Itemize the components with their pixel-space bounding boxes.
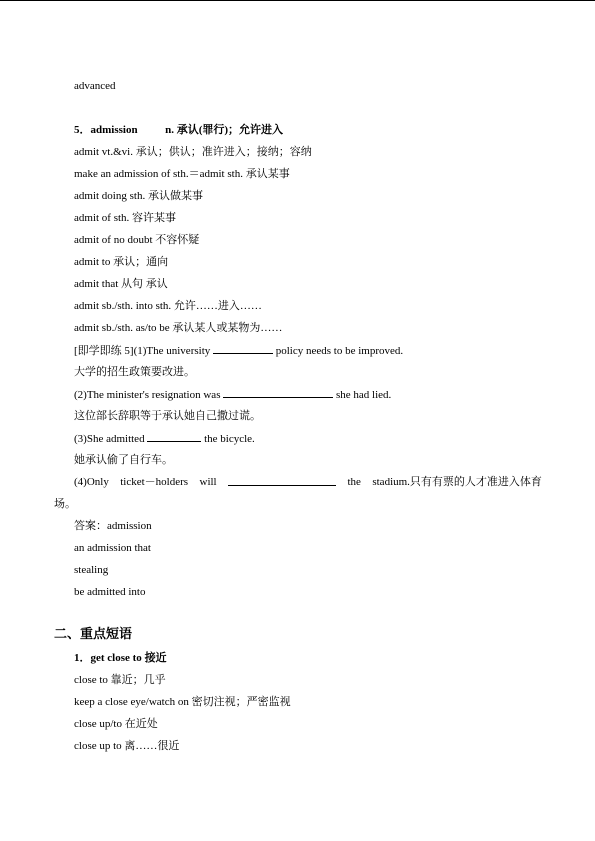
exercise-1 (74, 343, 403, 358)
exercise-text: the (347, 476, 361, 488)
section-heading: 二、重点短语 (54, 626, 133, 641)
answer-line: an admission that (74, 542, 151, 554)
exercise-3 (74, 431, 255, 446)
exercise-text: [即学即练 5](1)The university (74, 345, 213, 357)
answer-blank (228, 475, 336, 486)
vocab-definition: n. 承认(罪行)；允许进入 (165, 124, 284, 136)
answer-line: be admitted into (74, 586, 146, 598)
text-line: admit sb./sth. into sth. 允许……进入…… (74, 300, 262, 312)
top-border (0, 0, 595, 1)
text-line: advanced (74, 80, 116, 92)
text-line: admit to 承认；通向 (74, 256, 169, 268)
text-line: make an admission of sth.＝admit sth. 承认某事 (74, 168, 290, 180)
phrase-word: 1．get close to (74, 652, 142, 664)
exercise-text: (4)Only (74, 476, 109, 488)
text-line: keep a close eye/watch on 密切注视；严密监视 (74, 696, 291, 708)
answer-label: 答案：admission (74, 520, 152, 532)
text-line: admit of sth. 容许某事 (74, 212, 177, 224)
exercise-text: (2)The minister's resignation was (74, 389, 224, 401)
answer-line: stealing (74, 564, 109, 576)
text-line: 她承认偷了自行车。 (74, 454, 173, 466)
text-line: 大学的招生政策要改进。 (74, 366, 195, 378)
exercise-4 (74, 475, 542, 489)
text-line: 场。 (54, 498, 76, 510)
text-line: admit vt.&vi. 承认；供认；准许进入；接纳；容纳 (74, 146, 312, 158)
phrase-heading (74, 651, 167, 665)
phrase-definition: 接近 (144, 652, 167, 664)
text-line: 这位部长辞职等于承认她自己撒过谎。 (74, 410, 261, 422)
answer-blank (147, 431, 201, 442)
text-line: admit of no doubt 不容怀疑 (74, 234, 200, 246)
exercise-text: (3)She admitted (74, 433, 148, 445)
exercise-text: stadium.只有有票的人才准进入体育 (372, 476, 542, 488)
exercise-2 (74, 387, 391, 402)
text-line: close to 靠近；几乎 (74, 674, 166, 686)
exercise-text: ticket－holders (120, 476, 189, 488)
text-line: admit sb./sth. as/to be 承认某人或某物为…… (74, 322, 283, 334)
text-line: close up/to 在近处 (74, 718, 158, 730)
exercise-text: policy needs to be improved. (273, 345, 404, 357)
exercise-text: the bicycle. (201, 433, 255, 445)
text-line: admit that 从句 承认 (74, 278, 168, 290)
vocab-word: 5．admission (74, 124, 138, 136)
text-line: admit doing sth. 承认做某事 (74, 190, 203, 202)
answer-blank (213, 343, 273, 354)
answer-blank (223, 387, 333, 398)
vocab-heading (74, 123, 283, 137)
text-line: close up to 离……很近 (74, 740, 180, 752)
exercise-text: she had lied. (333, 389, 392, 401)
exercise-text: will (199, 476, 217, 488)
